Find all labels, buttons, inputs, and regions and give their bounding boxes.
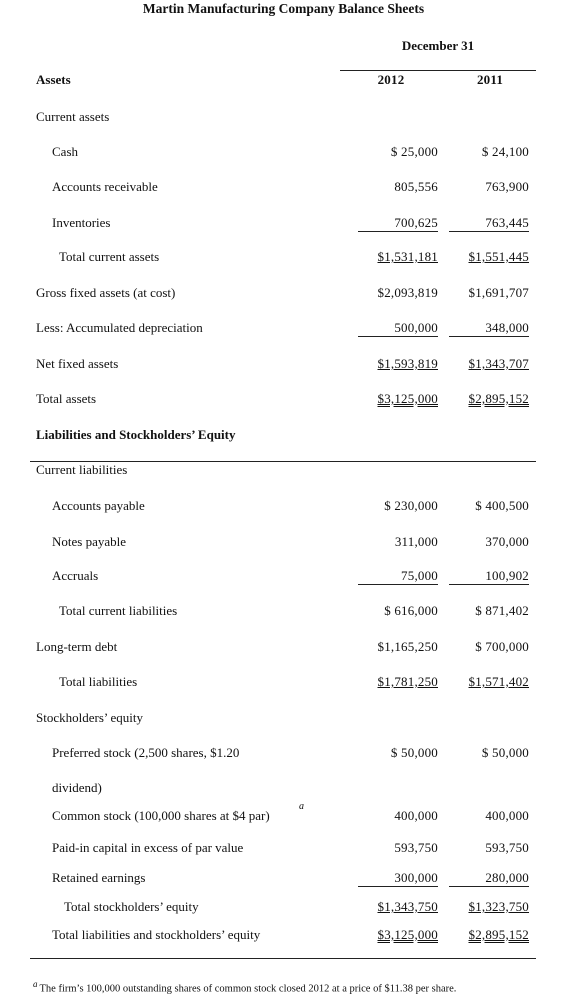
row-label: Inventories: [52, 215, 111, 230]
value-2011: $ 24,100: [481, 144, 529, 159]
footnote-mark: a: [33, 979, 38, 989]
table-row: [0, 498, 567, 516]
row-label: Notes payable: [52, 534, 127, 549]
value-2011: $2,895,152: [468, 927, 529, 942]
page-title: Martin Manufacturing Company Balance Sheets: [142, 1, 425, 16]
value-2011: $ 400,500: [475, 498, 529, 513]
value-2012: $ 616,000: [384, 603, 438, 618]
value-2011: 763,445: [449, 215, 529, 232]
row-label: Retained earnings: [52, 870, 146, 885]
row-label: Total current assets: [59, 249, 160, 264]
value-2012: $ 230,000: [384, 498, 438, 513]
value-2011: 280,000: [449, 870, 529, 887]
value-2011: $ 700,000: [475, 639, 529, 654]
row-label: Current liabilities: [36, 462, 128, 477]
table-row: [0, 356, 567, 374]
table-row: [0, 710, 567, 728]
value-2012: 593,750: [394, 840, 438, 855]
table-row: [0, 870, 567, 888]
row-label: Cash: [52, 144, 78, 159]
row-label: Common stock (100,000 shares at $4 par): [52, 808, 270, 823]
table-row: [0, 899, 567, 917]
value-2012: $1,165,250: [377, 639, 438, 654]
table-row: [0, 144, 567, 162]
row-label: Accruals: [52, 568, 99, 583]
year-header-2012: 2012: [377, 72, 405, 87]
table-row: [0, 179, 567, 197]
value-2011: $ 50,000: [481, 745, 529, 760]
value-2012: $1,593,819: [377, 356, 438, 371]
footnote: [33, 979, 456, 995]
row-label: Gross fixed assets (at cost): [36, 285, 176, 300]
table-row: [0, 320, 567, 338]
table-row: [0, 745, 567, 763]
table-row: [0, 215, 567, 233]
value-2012: 500,000: [358, 320, 438, 337]
value-2011: $2,895,152: [468, 391, 529, 406]
value-2011: 348,000: [449, 320, 529, 337]
table-row: [0, 639, 567, 657]
table-row: [0, 568, 567, 586]
value-2011: $ 871,402: [475, 603, 529, 618]
table-row: [0, 391, 567, 409]
table-row: [0, 674, 567, 692]
value-2012: 700,625: [358, 215, 438, 232]
row-label: Total stockholders’ equity: [64, 899, 199, 914]
value-2011: 593,750: [485, 840, 529, 855]
row-label: Total liabilities: [59, 674, 138, 689]
value-2012: $ 50,000: [390, 745, 438, 760]
value-2012: $ 25,000: [390, 144, 438, 159]
value-2011: $1,691,707: [468, 285, 529, 300]
footnote-mark: a: [299, 801, 304, 812]
value-2012: $1,343,750: [377, 899, 438, 914]
value-2012: $1,531,181: [377, 249, 438, 264]
row-label: Current assets: [36, 109, 110, 124]
table-row: [0, 109, 567, 127]
table-row: [0, 427, 567, 445]
assets-header: Assets: [36, 72, 71, 87]
value-2012: 75,000: [358, 568, 438, 585]
row-label: Long-term debt: [36, 639, 118, 654]
value-2011: 763,900: [485, 179, 529, 194]
value-2011: 400,000: [485, 808, 529, 823]
value-2012: 311,000: [394, 534, 438, 549]
date-header-rule: [340, 70, 536, 71]
value-2011: 100,902: [449, 568, 529, 585]
value-2011: $1,343,707: [468, 356, 529, 371]
value-2012: $2,093,819: [377, 285, 438, 300]
row-label: Less: Accumulated depreciation: [36, 320, 203, 335]
row-label: Total assets: [36, 391, 97, 406]
value-2011: $1,571,402: [468, 674, 529, 689]
row-label: Stockholders’ equity: [36, 710, 143, 725]
value-2012: $1,781,250: [377, 674, 438, 689]
value-2012: $3,125,000: [377, 391, 438, 406]
row-label: Total current liabilities: [59, 603, 178, 618]
year-header-2011: 2011: [476, 72, 504, 87]
table-row: [0, 462, 567, 480]
value-2011: 370,000: [485, 534, 529, 549]
table-row: [0, 249, 567, 267]
table-row: [0, 927, 567, 945]
value-2012: 400,000: [394, 808, 438, 823]
column-header-row: [0, 72, 567, 90]
row-label: Paid-in capital in excess of par value: [52, 840, 244, 855]
table-row: [0, 603, 567, 621]
row-label: Accounts receivable: [52, 179, 158, 194]
value-2012: 805,556: [394, 179, 438, 194]
table-row: [0, 285, 567, 303]
row-label: Liabilities and Stockholders’ Equity: [36, 427, 236, 442]
table-row: [0, 534, 567, 552]
footnote-text: The firm’s 100,000 outstanding shares of common stock closed 2012 at a price of $11.38 per share.: [39, 983, 457, 995]
table-row: [0, 840, 567, 858]
value-2012: $3,125,000: [377, 927, 438, 942]
row-label: Accounts payable: [52, 498, 145, 513]
footnote-rule: [30, 958, 536, 959]
row-label: dividend): [52, 780, 102, 795]
row-label: Net fixed assets: [36, 356, 119, 371]
value-2011: $1,551,445: [468, 249, 529, 264]
value-2012: 300,000: [358, 870, 438, 887]
table-row: [0, 801, 567, 826]
row-label: Total liabilities and stockholders’ equity: [52, 927, 261, 942]
value-2011: $1,323,750: [468, 899, 529, 914]
table-row: [0, 780, 567, 798]
row-label: Preferred stock (2,500 shares, $1.20: [52, 745, 240, 760]
date-header: December 31: [401, 38, 475, 53]
